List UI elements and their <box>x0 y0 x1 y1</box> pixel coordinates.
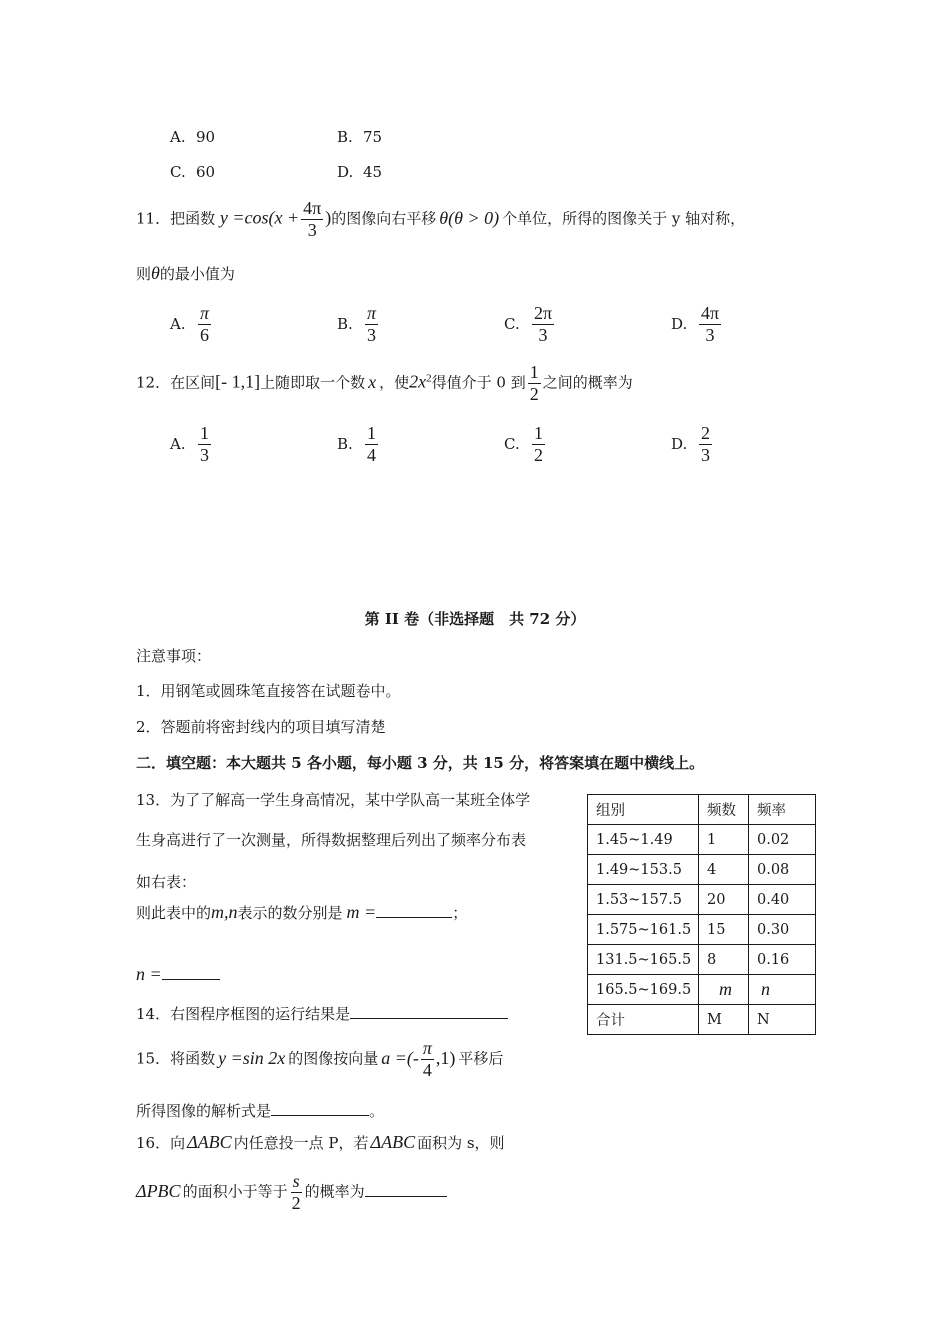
table-cell: N <box>749 1005 816 1035</box>
table-row <box>588 915 816 945</box>
variables-mn: m,n <box>211 902 238 922</box>
q11-stem-line2 <box>136 263 235 284</box>
stem-text: 。 <box>369 1102 385 1120</box>
theta-expression: θ(θ > 0) <box>439 207 500 228</box>
q10-option-b <box>337 128 382 146</box>
table-cell: 0.30 <box>749 915 816 945</box>
fraction <box>421 1038 434 1081</box>
fraction-denominator: 6 <box>200 325 210 345</box>
table-cell: 1.575~161.5 <box>588 915 699 945</box>
table-cell: 8 <box>699 945 749 975</box>
option-value: 75 <box>363 128 383 146</box>
table-cell: 1.49~153.5 <box>588 855 699 885</box>
option-label: D. <box>671 314 688 333</box>
q13-line-5 <box>136 964 220 985</box>
q16-line-2 <box>136 1171 447 1214</box>
option-label: D. <box>671 434 688 453</box>
expression: 2x <box>409 371 427 392</box>
fraction-numerator: π <box>422 1038 432 1058</box>
option-label: D. <box>337 163 354 181</box>
fraction-denominator: 3 <box>538 325 548 345</box>
q12-option-b <box>337 423 380 466</box>
q11-option-d <box>671 303 723 346</box>
table-cell: n <box>749 975 816 1005</box>
separator: ； <box>452 904 468 922</box>
interval-expression: [- 1,1] <box>215 371 261 392</box>
fraction-denominator: 4 <box>422 1060 432 1080</box>
fraction-denominator: 3 <box>705 325 715 345</box>
option-label: C. <box>504 434 520 453</box>
table-header-cell: 频率 <box>749 795 816 825</box>
option-label: A. <box>170 128 186 146</box>
fraction <box>528 362 541 405</box>
q11-option-b <box>337 303 380 346</box>
fraction-numerator: s <box>292 1171 300 1191</box>
q15-stem <box>136 1038 503 1081</box>
table-cell: 1.45~1.49 <box>588 825 699 855</box>
answer-blank-m[interactable] <box>376 903 452 918</box>
stem-text: 个单位，所得的图像关于 y 轴对称， <box>502 209 746 228</box>
stem-text: 的图像向右平移 <box>331 209 437 228</box>
fraction-denominator: 3 <box>200 445 209 465</box>
answer-blank-n[interactable] <box>162 965 220 980</box>
stem-text: 把函数 <box>170 209 216 228</box>
option-value: 90 <box>196 128 216 146</box>
fraction-denominator: 4 <box>367 445 376 465</box>
fraction <box>699 423 712 466</box>
notice-item-1: 1．用钢笔或圆珠笔直接答在试题卷中。 <box>136 682 401 700</box>
fraction-numerator: 1 <box>529 362 539 382</box>
q10-option-d <box>337 163 382 181</box>
table-header-row <box>588 795 816 825</box>
fraction-numerator: 4π <box>701 303 720 323</box>
fraction-denominator: 2 <box>291 1193 301 1213</box>
fraction <box>365 303 378 346</box>
q14-stem <box>136 1003 508 1024</box>
option-label: A. <box>170 434 186 453</box>
stem-text: 的最小值为 <box>159 265 235 283</box>
q16-stem <box>136 1132 505 1153</box>
theta-symbol: θ <box>151 263 160 283</box>
q13-line-1: 13．为了了解高一学生身高情况，某中学队高一某班全体学 <box>136 791 531 809</box>
triangle-symbol: ΔABC <box>370 1132 416 1152</box>
stem-text: 的面积小于等于 <box>182 1182 288 1201</box>
table-row <box>588 885 816 915</box>
question-number: 11． <box>136 209 171 228</box>
q13-line-4 <box>136 902 467 923</box>
triangle-symbol: ΔPBC <box>136 1180 181 1201</box>
option-label: C. <box>170 163 186 181</box>
n-equals: n = <box>136 964 162 984</box>
table-row <box>588 1005 816 1035</box>
option-label: B. <box>337 128 353 146</box>
stem-text: 之间的概率为 <box>542 373 633 392</box>
q12-stem <box>136 362 633 405</box>
table-cell: 15 <box>699 915 749 945</box>
fraction-numerator: 1 <box>367 423 376 443</box>
frequency-distribution-table <box>587 794 816 1035</box>
table-header-cell: 频数 <box>699 795 749 825</box>
stem-text: 的概率为 <box>304 1182 365 1201</box>
option-label: A. <box>170 314 186 333</box>
table-header-cell: 组别 <box>588 795 699 825</box>
notice-item-2: 2．答题前将密封线内的项目填写清楚 <box>136 718 386 736</box>
table-cell: 0.40 <box>749 885 816 915</box>
question-number: 12． <box>136 373 171 392</box>
option-value: 60 <box>196 163 216 181</box>
fraction-numerator: 2π <box>534 303 553 323</box>
stem-text: 上随即取一个数 <box>260 373 366 392</box>
fraction <box>290 1171 303 1214</box>
table-cell: 0.16 <box>749 945 816 975</box>
fraction-denominator: 2 <box>534 445 543 465</box>
fraction <box>198 303 211 346</box>
q13-line-3: 如右表： <box>136 873 197 891</box>
table-row <box>588 945 816 975</box>
fraction-numerator: π <box>200 303 210 323</box>
stem-text: 得值介于 0 到 <box>431 373 526 392</box>
table-row <box>588 975 816 1005</box>
table-row <box>588 825 816 855</box>
function-expression: y =sin 2x <box>218 1047 286 1068</box>
stem-text: 则此表中的 <box>136 904 212 922</box>
stem-text: 14．右图程序框图的运行结果是 <box>136 1005 351 1023</box>
table-cell: 1 <box>699 825 749 855</box>
fraction-denominator: 3 <box>367 325 377 345</box>
table-cell: 4 <box>699 855 749 885</box>
exponent: 2 <box>426 372 432 385</box>
fraction-numerator: 2 <box>701 423 710 443</box>
vector-expression: a =(- <box>381 1047 419 1068</box>
fraction-denominator: 2 <box>529 384 539 404</box>
table-row <box>588 855 816 885</box>
q12-option-c <box>504 423 547 466</box>
q12-option-a <box>170 423 213 466</box>
fraction <box>301 198 323 241</box>
answer-blank[interactable] <box>350 1004 508 1019</box>
stem-text: 平移后 <box>458 1049 504 1068</box>
fraction-denominator: 3 <box>701 445 710 465</box>
stem-text: 则 <box>136 265 152 283</box>
table-cell: 0.08 <box>749 855 816 885</box>
q15-line-2 <box>136 1100 384 1121</box>
q10-option-a <box>170 128 215 146</box>
section-title: 第 II 卷（非选择题 共 72 分） <box>364 610 586 628</box>
stem-text: ，使 <box>379 373 410 392</box>
option-value: 45 <box>363 163 383 181</box>
fraction <box>198 423 211 466</box>
q11-stem <box>136 198 745 241</box>
option-label: B. <box>337 434 353 453</box>
table-cell: 131.5~165.5 <box>588 945 699 975</box>
table-cell: 合计 <box>588 1005 699 1035</box>
table-cell: 1.53~157.5 <box>588 885 699 915</box>
fraction-numerator: 1 <box>200 423 209 443</box>
q10-option-c <box>170 163 215 181</box>
fraction-numerator: π <box>367 303 377 323</box>
notice-title: 注意事项： <box>136 647 212 665</box>
q11-option-c <box>504 303 556 346</box>
answer-blank[interactable] <box>365 1182 447 1197</box>
stem-text: 16．向 <box>136 1134 186 1152</box>
fraction-denominator: 3 <box>307 220 317 240</box>
variable-x: x <box>368 371 377 392</box>
table-cell: 165.5~169.5 <box>588 975 699 1005</box>
table-cell: m <box>699 975 749 1005</box>
fraction <box>532 423 545 466</box>
fraction <box>699 303 721 346</box>
stem-text: 所得图像的解析式是 <box>136 1102 272 1120</box>
fraction <box>365 423 378 466</box>
table-cell: 20 <box>699 885 749 915</box>
q11-option-a <box>170 303 213 346</box>
table-cell: M <box>699 1005 749 1035</box>
fraction-numerator: 4π <box>303 198 322 218</box>
fraction <box>532 303 554 346</box>
answer-blank[interactable] <box>271 1101 369 1116</box>
fraction-numerator: 1 <box>534 423 543 443</box>
stem-text: 在区间 <box>170 373 216 392</box>
q12-option-d <box>671 423 714 466</box>
q13-line-2: 生身高进行了一次测量，所得数据整理后列出了频率分布表 <box>136 831 527 849</box>
stem-text: 的图像按向量 <box>288 1049 379 1068</box>
option-label: C. <box>504 314 520 333</box>
triangle-symbol: ΔABC <box>187 1132 232 1152</box>
stem-text: 内任意投一点 P，若 <box>233 1134 369 1152</box>
stem-text: 15．将函数 <box>136 1049 216 1068</box>
paren: ) <box>325 207 332 228</box>
stem-text: 表示的数分别是 <box>237 904 343 922</box>
table-cell: 0.02 <box>749 825 816 855</box>
m-equals: m = <box>346 902 377 922</box>
function-expression: y =cos(x + <box>219 207 300 228</box>
stem-text: 面积为 s，则 <box>417 1134 505 1152</box>
vector-expression-end: ,1) <box>435 1047 456 1068</box>
fill-in-section-heading: 二．填空题：本大题共 5 各小题，每小题 3 分，共 15 分，将答案填在题中横线上。 <box>136 754 705 772</box>
option-label: B. <box>337 314 353 333</box>
